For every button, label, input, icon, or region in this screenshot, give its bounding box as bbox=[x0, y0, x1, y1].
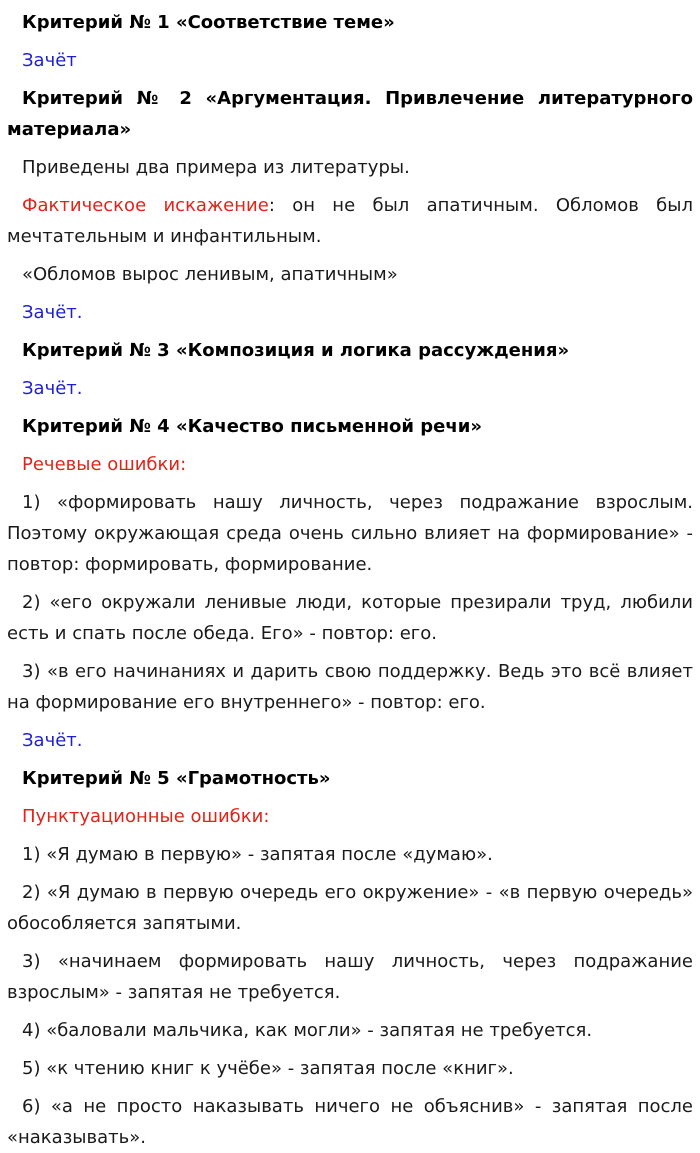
speech-error-item: 2) «его окружали ленивые люди, которые презирали труд, любили есть и спать после обеда. Его» - повтор: его. bbox=[7, 592, 693, 644]
speech-error-item: 3) «в его начинаниях и дарить свою поддержку. Ведь это всё влияет на формирование его внутреннего» - повтор: его. bbox=[7, 661, 693, 713]
criterion-2-distortion bbox=[7, 190, 693, 252]
punctuation-error-item: 6) «а не просто наказывать ничего не объяснив» - запятая после «наказывать». bbox=[7, 1096, 693, 1148]
criterion-1-verdict: Зачёт bbox=[22, 50, 77, 71]
punctuation-errors-label: Пунктуационные ошибки: bbox=[22, 806, 270, 827]
criterion-5-heading: Критерий № 5 «Грамотность» bbox=[22, 768, 331, 789]
criterion-2-heading: Критерий № 2 «Аргументация. Привлечение литературного материала» bbox=[7, 88, 693, 140]
criterion-4-verdict: Зачёт. bbox=[22, 730, 83, 751]
criterion-2-quote: «Обломов вырос ленивым, апатичным» bbox=[22, 264, 398, 285]
speech-errors-label: Речевые ошибки: bbox=[22, 454, 187, 475]
punctuation-error-item: 2) «Я думаю в первую очередь его окружение» - «в первую очередь» обособляется запятыми. bbox=[7, 882, 693, 934]
criterion-3-heading: Критерий № 3 «Композиция и логика рассуждения» bbox=[22, 340, 570, 361]
criterion-4-heading: Критерий № 4 «Качество письменной речи» bbox=[22, 416, 482, 437]
criterion-2-note: Приведены два примера из литературы. bbox=[22, 157, 410, 178]
criterion-2-verdict: Зачёт. bbox=[22, 302, 83, 323]
distortion-label: Фактическое искажение bbox=[22, 195, 269, 216]
punctuation-error-item: 4) «баловали мальчика, как могли» - запятая не требуется. bbox=[22, 1020, 593, 1041]
punctuation-error-item: 5) «к чтению книг к учёбе» - запятая после «книг». bbox=[22, 1058, 514, 1079]
criterion-1-heading: Критерий № 1 «Соответствие теме» bbox=[22, 12, 395, 33]
distortion-text: : он не был апатичным. Обломов был мечтательным и инфантильным. bbox=[7, 195, 693, 247]
speech-error-item: 1) «формировать нашу личность, через подражание взрослым. Поэтому окружающая среда очень сильно влияет на формирование» - повтор: формировать, формирование. bbox=[7, 492, 693, 575]
criterion-3-verdict: Зачёт. bbox=[22, 378, 83, 399]
punctuation-error-item: 3) «начинаем формировать нашу личность, через подражание взрослым» - запятая не требуется. bbox=[7, 951, 693, 1003]
punctuation-error-item: 1) «Я думаю в первую» - запятая после «думаю». bbox=[22, 844, 493, 865]
